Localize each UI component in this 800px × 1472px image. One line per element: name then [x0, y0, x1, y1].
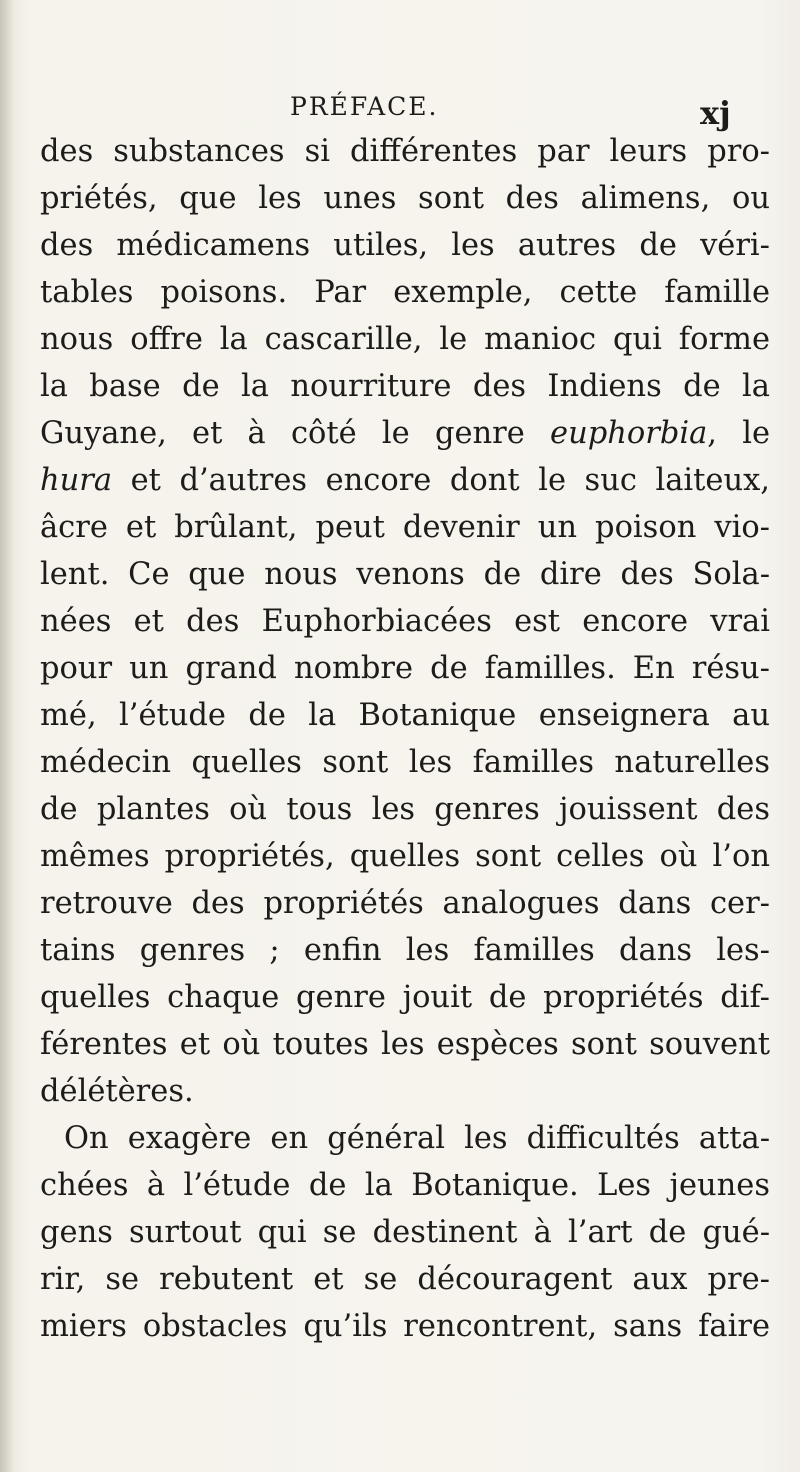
- text-line: priétés, que les unes sont des alimens, ou: [40, 181, 770, 216]
- text-line: férentes et où toutes les espèces sont souvent: [40, 1027, 770, 1062]
- text-line: tables poisons. Par exemple, cette famille: [40, 275, 770, 310]
- text-line: nous offre la cascarille, le manioc qui forme: [40, 322, 770, 357]
- text-line: âcre et brûlant, peut devenir un poison vio-: [40, 510, 770, 545]
- paragraph-start-line: On exagère en général les difficultés atta-: [64, 1121, 770, 1156]
- italic-term: hura: [40, 463, 113, 498]
- text-line: lent. Ce que nous venons de dire des Sola-: [40, 557, 770, 592]
- text-line: de plantes où tous les genres jouissent des: [40, 792, 770, 827]
- text-line: miers obstacles qu’ils rencontrent, sans faire: [40, 1309, 770, 1344]
- text-line: mé, l’étude de la Botanique enseignera au: [40, 698, 770, 733]
- text-line: chées à l’étude de la Botanique. Les jeunes: [40, 1168, 770, 1203]
- text-line: médecin quelles sont les familles naturelles: [40, 745, 770, 780]
- text-line: mêmes propriétés, quelles sont celles où l’on: [40, 839, 770, 874]
- text-line: retrouve des propriétés analogues dans cer-: [40, 886, 770, 921]
- text-run: , le: [707, 416, 770, 451]
- running-title: PRÉFACE.: [290, 92, 439, 121]
- page-header: [0, 92, 800, 132]
- text-line: pour un grand nombre de familles. En résu-: [40, 651, 770, 686]
- text-line: [40, 457, 770, 504]
- text-line: tains genres ; enfin les familles dans les-: [40, 933, 770, 968]
- text-line: rir, se rebutent et se découragent aux pre-: [40, 1262, 770, 1297]
- text-line: la base de la nourriture des Indiens de la: [40, 369, 770, 404]
- body-text: [40, 128, 770, 1350]
- text-line: nées et des Euphorbiacées est encore vrai: [40, 604, 770, 639]
- text-run: Guyane, et à côté le genre: [40, 416, 551, 451]
- binding-shadow: [0, 0, 14, 1472]
- text-line: des substances si différentes par leurs pro-: [40, 134, 770, 169]
- text-line: [40, 410, 770, 457]
- page-number: xj: [700, 94, 731, 132]
- text-run: et d’autres encore dont le suc laiteux,: [112, 463, 770, 498]
- text-line: gens surtout qui se destinent à l’art de gué-: [40, 1215, 770, 1250]
- italic-term: euphorbia: [550, 416, 708, 451]
- text-line: quelles chaque genre jouit de propriétés dif-: [40, 980, 770, 1015]
- text-line: des médicamens utiles, les autres de véri-: [40, 228, 770, 263]
- text-line: délétères.: [40, 1074, 194, 1109]
